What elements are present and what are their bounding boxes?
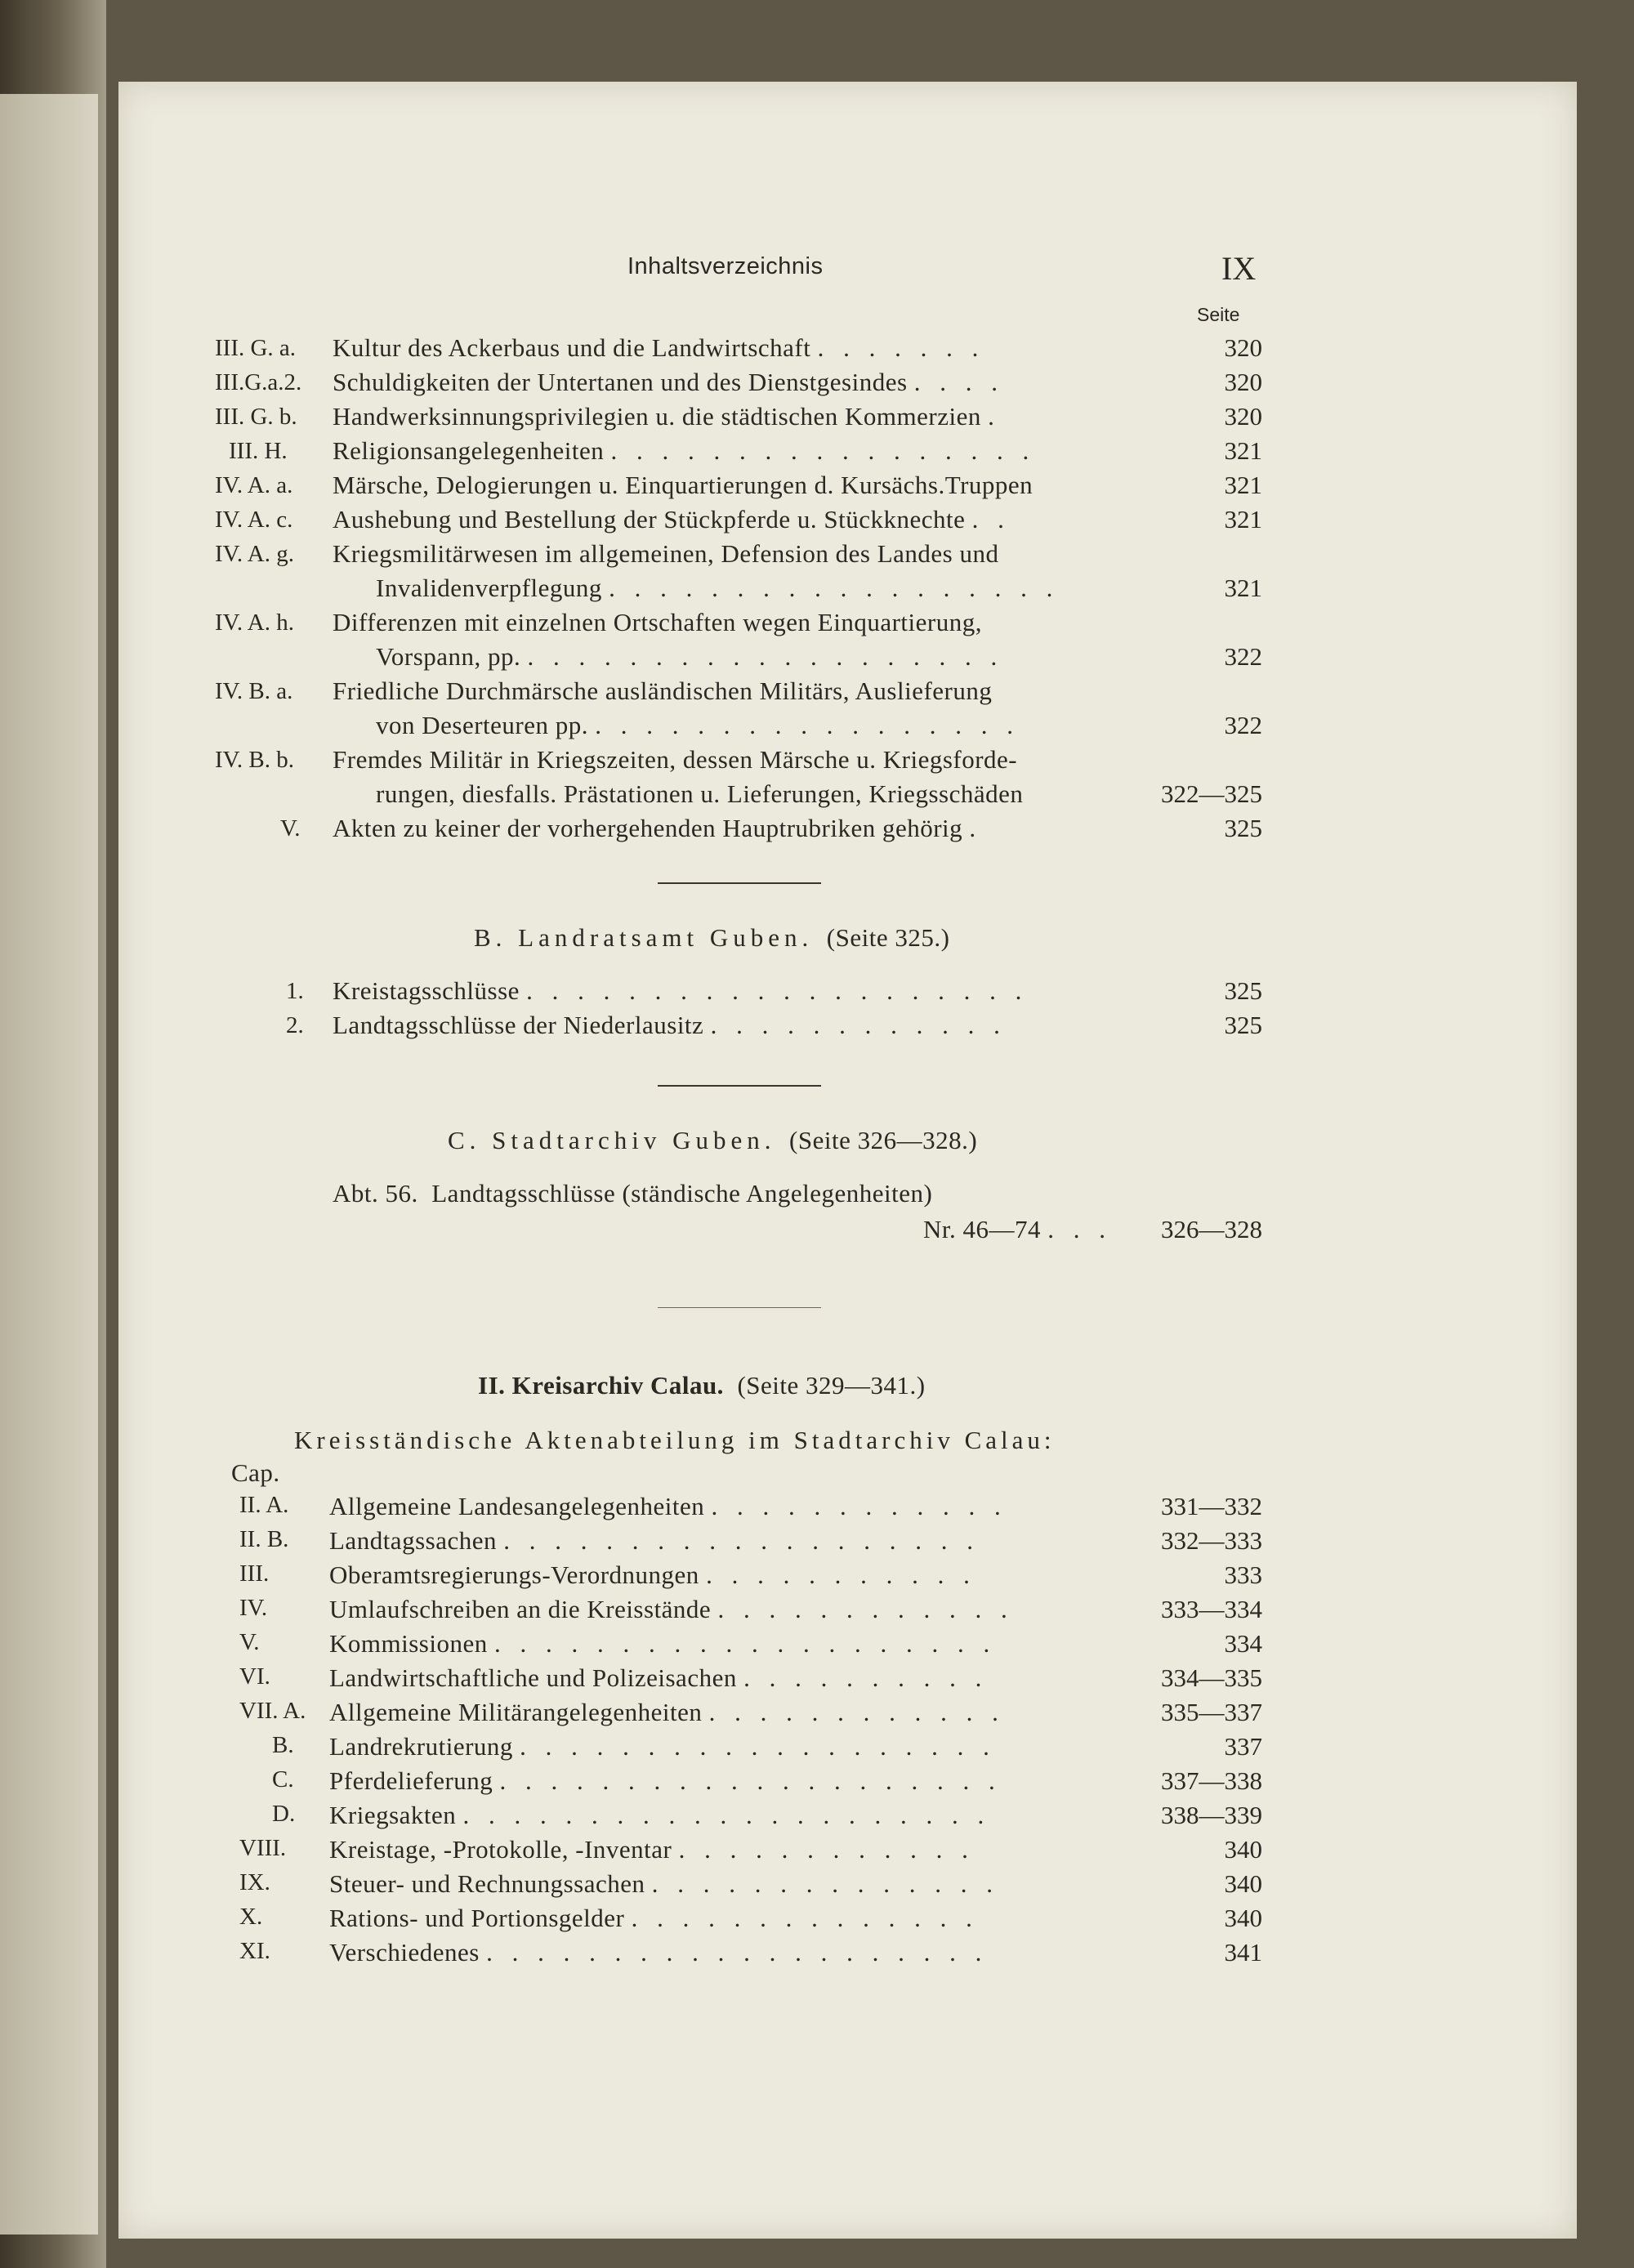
leader-dots: . . . [1047,1215,1112,1243]
entry-title: Religionsangelegenheiten . . . . . . . . . . . . . . . . . [333,436,1036,465]
entry-title: Landtagssachen . . . . . . . . . . . . . . . . . . . [329,1526,980,1555]
entry-title: Landtagsschlüsse der Niederlausitz . . . . . . . . . . . . [333,1011,1007,1039]
section-ii-subheading: Kreisständische Aktenabteilung im Stadtarchiv Calau: [294,1426,1056,1454]
entry-page: 322 [1224,711,1262,739]
entry-page: 321 [1224,505,1262,534]
entry-title: Märsche, Delogierungen u. Einquartierungen d. Kursächs.Truppen [333,471,1034,499]
leader-dots: . . . . . . . . . . . . . . . . . . [609,574,1060,602]
entry-page: 335—337 [1161,1698,1262,1726]
leader-dots: . . . . . . . . . . [743,1663,989,1692]
entry-page: 322—325 [1161,779,1262,808]
leader-dots: . . . . . . . . . . . . . . . . . . . . [499,1766,1002,1795]
leader-dots: . . . . . . . . . . . . . . . . . . . . . [462,1801,991,1829]
leader-dots: . . [971,505,1011,534]
entry-title: Pferdelieferung . . . . . . . . . . . . . . . . . . . . [329,1766,1002,1795]
column-label-seite: Seite [1197,304,1240,325]
entry-page: 334—335 [1161,1663,1262,1692]
leader-dots: . . . . . . . . . . . . . . . . . [595,711,1020,739]
entry-page: 338—339 [1161,1801,1262,1829]
entry-label: III.G.a.2. [215,369,302,395]
leader-dots: . . . . . . . . . . . . . . [651,1869,999,1898]
leader-dots: . . . . . . . . . . . . . . . . . . . [527,642,1004,671]
entry-title: Aushebung und Bestellung der Stückpferde u. Stückknechte . . [333,505,1011,534]
section-divider [658,1307,821,1308]
entry-page: 321 [1224,436,1262,465]
entry-page: 322 [1224,642,1262,671]
entry-title: Steuer- und Rechnungssachen . . . . . . . . . . . . . . [329,1869,999,1898]
entry-label: XI. [239,1938,270,1964]
entry-page: 337 [1224,1732,1262,1761]
leader-dots: . . . . . . . . . . . . . . . . . . . . [526,976,1029,1005]
entry-label: 2. [286,1012,304,1038]
leader-dots: . . . . . . . . . . . . . . . . . . . [520,1732,996,1761]
leader-dots: . . . . . . . . . . . . . . . . . . . . [493,1629,997,1658]
entry-label: X. [239,1904,263,1930]
entry-title: Kriegsakten . . . . . . . . . . . . . . . . . . . . . [329,1801,991,1829]
entry-title: Kreistagsschlüsse . . . . . . . . . . . . . . . . . . . . [333,976,1029,1005]
leader-dots: . . . . . . . . . . . . [711,1492,1007,1520]
entry-label: IV. A. a. [215,472,293,498]
section-divider [658,1085,821,1087]
entry-page: 325 [1224,976,1262,1005]
entry-label: IV. [239,1595,268,1621]
entry-label: II. B. [239,1526,289,1552]
entry-page: 334 [1224,1629,1262,1658]
section-c-heading: C. Stadtarchiv Guben. (Seite 326—328.) [448,1126,978,1154]
entry-label: D. [272,1801,296,1827]
entry-title: Kriegsmilitärwesen im allgemeinen, Defension des Landes und [333,539,999,568]
entry-label: Abt. 56. [333,1179,418,1208]
entry-title: Oberamtsregierungs-Verordnungen . . . . . . . . . . . [329,1560,976,1589]
leader-dots: . . . . . . . . . . . . . . . . . . . . [486,1938,989,1967]
leader-dots: . . . . . . . . . . . . [717,1595,1014,1623]
entry-label: II. A. [239,1492,289,1518]
entry-continuation: Vorspann, pp. . . . . . . . . . . . . . . . . . . . [376,642,1004,671]
entry-title: Handwerksinnungsprivilegien u. die städtischen Kommerzien . [333,402,1001,431]
entry-label: V. [239,1629,260,1655]
entry-label: IV. A. h. [215,609,294,636]
entry-title: Akten zu keiner der vorhergehenden Hauptrubriken gehörig . [333,814,983,842]
entry-label: IV. B. b. [215,747,294,773]
entry-label: V. [280,815,301,842]
entry-page: 320 [1224,333,1262,362]
leader-dots: . . . . . . . . . . . . . . . . . . . [503,1526,980,1555]
entry-label: III. H. [229,438,288,464]
entry-title: Fremdes Militär in Kriegszeiten, dessen Märsche u. Kriegsforde- [333,745,1018,774]
entry-label: VI. [239,1663,270,1690]
entry-title: Kultur des Ackerbaus und die Landwirtschaft . . . . . . . [333,333,985,362]
entry-title: Allgemeine Militärangelegenheiten . . . . . . . . . . . . [329,1698,1005,1726]
book-page [118,82,1577,2239]
leader-dots: . . . . . . . . . . . . [708,1698,1005,1726]
entry-title: Kreistage, -Protokolle, -Inventar . . . . . . . . . . . . [329,1835,975,1864]
entry-page: 340 [1224,1904,1262,1932]
leader-dots: . . . . . . . . . . . . [678,1835,975,1864]
entry-title: Friedliche Durchmärsche ausländischen Militärs, Auslieferung [333,676,993,705]
entry-page: 332—333 [1161,1526,1262,1555]
entry-label: IV. A. g. [215,541,294,567]
leader-dots: . . . . . . . [817,333,985,362]
entry-title: Schuldigkeiten der Untertanen und des Dienstgesindes . . . . [333,368,1005,396]
section-b-heading: B. Landratsamt Guben. (Seite 325.) [474,923,950,952]
entry-page: 340 [1224,1835,1262,1864]
entry-continuation: Nr. 46—74 . . . [923,1215,1112,1243]
abt-entry [333,1179,932,1208]
entry-page: 321 [1224,574,1262,602]
leader-dots: . . . . [913,368,1005,396]
entry-title: Differenzen mit einzelnen Ortschaften wegen Einquartierung, [333,608,982,636]
page-number: IX [1221,250,1257,287]
entry-continuation: von Deserteuren pp. . . . . . . . . . . . . . . . . . [376,711,1020,739]
entry-label: IX. [239,1869,270,1895]
entry-page: 320 [1224,368,1262,396]
previous-page-edge [0,94,98,2235]
running-header: Inhaltsverzeichnis [627,253,824,279]
leader-dots: . . . . . . . . . . . [706,1560,976,1589]
entry-page: 321 [1224,471,1262,499]
entry-continuation: Invalidenverpflegung . . . . . . . . . . . . . . . . . . [376,574,1060,602]
entry-title: Umlaufschreiben an die Kreisstände . . . . . . . . . . . . [329,1595,1014,1623]
entry-page: 331—332 [1161,1492,1262,1520]
entry-title: Landtagsschlüsse (ständische Angelegenheiten) [431,1179,933,1208]
entry-label: B. [272,1732,294,1758]
entry-label: III. [239,1560,270,1587]
entry-label: IV. B. a. [215,678,293,704]
entry-page: 325 [1224,1011,1262,1039]
leader-dots: . . . . . . . . . . . . . . . . . [610,436,1036,465]
entry-label: III. G. a. [215,335,297,361]
entry-page: 341 [1224,1938,1262,1967]
cap-label: Cap. [231,1458,280,1487]
entry-continuation: rungen, diesfalls. Prästationen u. Lieferungen, Kriegsschäden [376,779,1024,808]
entry-page: 326—328 [1161,1215,1262,1243]
section-ii-heading: II. Kreisarchiv Calau. (Seite 329—341.) [478,1371,926,1400]
entry-title: Landrekrutierung . . . . . . . . . . . . . . . . . . . [329,1732,996,1761]
entry-page: 333—334 [1161,1595,1262,1623]
entry-label: VII. A. [239,1698,306,1724]
leader-dots: . [969,814,983,842]
entry-page: 333 [1224,1560,1262,1589]
entry-label: III. G. b. [215,404,297,430]
section-divider [658,882,821,884]
leader-dots: . . . . . . . . . . . . [710,1011,1007,1039]
entry-page: 340 [1224,1869,1262,1898]
entry-title: Rations- und Portionsgelder . . . . . . . . . . . . . . [329,1904,979,1932]
entry-label: 1. [286,978,304,1004]
entry-title: Allgemeine Landesangelegenheiten . . . . . . . . . . . . [329,1492,1007,1520]
entry-title: Kommissionen . . . . . . . . . . . . . . . . . . . . [329,1629,997,1658]
leader-dots: . [988,402,1001,431]
entry-title: Landwirtschaftliche und Polizeisachen . . . . . . . . . . [329,1663,989,1692]
entry-title: Verschiedenes . . . . . . . . . . . . . . . . . . . . [329,1938,989,1967]
leader-dots: . . . . . . . . . . . . . . [631,1904,979,1932]
entry-page: 337—338 [1161,1766,1262,1795]
entry-label: C. [272,1766,294,1793]
entry-label: IV. A. c. [215,507,293,533]
entry-page: 320 [1224,402,1262,431]
entry-label: VIII. [239,1835,287,1861]
entry-page: 325 [1224,814,1262,842]
